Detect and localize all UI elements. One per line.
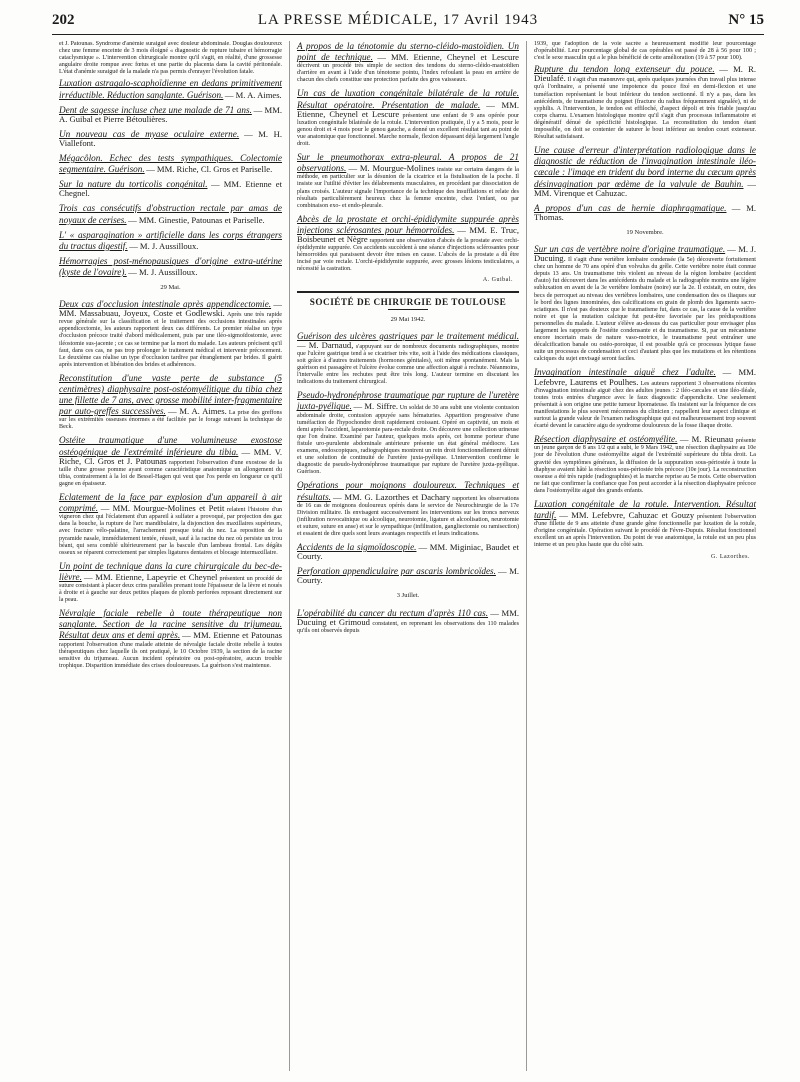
article-entry — [534, 244, 756, 364]
entry-title: Dent de sagesse incluse chez une malade de 71 ans. — [59, 104, 252, 115]
society-rule — [388, 309, 428, 310]
entry-title: Luxation astragalo-scaphoïdienne en dedans primitivement irréductible. Réduction sanglante. Guérison. — [59, 78, 282, 100]
entry-authors: — M. J. Aussilloux. — [128, 266, 198, 277]
entry-title: Guérison des ulcères gastriques par le traitement médical. — [297, 330, 519, 341]
article-entry — [534, 499, 756, 550]
entry-body: rapportent les observations de 16 cas de moignons douloureux opérés dans le service de Neurochirurgie de la 17e Division militaire. Ils envisagent successivement les interventions sur les troncs nerveux (infiltration novocaïnique ou alcoolique, neurotomie, ligature et alcoolisation, neurotomie et suture, suture en anse) et sur le sympathique (infiltration, gangliectomie ou ramisection) et essaient de dire quels sont leurs avantages respectifs et leurs indications. — [297, 495, 520, 537]
entry-title: Un nouveau cas de myase oculaire externe. — [59, 128, 240, 139]
entry-authors: — MM. Etienne, Cheynel et Lescure — [297, 99, 519, 119]
columns — [52, 41, 764, 1071]
article-entry — [59, 492, 282, 557]
entry-authors: — MM. Etienne, Cheynel et Lescure — [377, 52, 519, 63]
article-entry — [297, 214, 519, 274]
entry-body: présentent une enfant de 9 ans opérée pour luxation congénitale bilatérale de la rotule. L'intervention pratiquée, il y a 5 mois, pour le genou droit et 4 mois pour le genou gauche, a donné un excellent résultat tant au point de vue anatomique que fonctionnel. Marche normale, flexion dépassant déjà largement l'angle droit. — [297, 112, 519, 148]
entry-title: Hémorragies post-ménopausiques d'origine extra-utérine (kyste de l'ovaire). — [59, 255, 282, 277]
entry-title: Invagination intestinale aiguë chez l'adulte. — [534, 367, 716, 378]
article-entry — [297, 542, 519, 562]
article-entry — [59, 153, 282, 175]
entry-body: rapportent une observation d'abcès de la prostate avec orchi-épididymite suppurée. Ces accidents succèdent à une séance d'injections sclérosantes pour hémorroïdes qui paraissent devoir être mises en cause. L'abcès de la prostate a dû être incisé par voie rectale. L'orchi-épididymite suppurée, avec grosses lésions testiculaires, a nécessité la castration. — [297, 237, 519, 273]
entry-authors: — M. J. Aussilloux. — [129, 240, 199, 251]
entry-authors: — MM. A. Guibal et Pierre Bétoulières. — [59, 104, 282, 124]
entry-authors: — M. Thomas. — [534, 202, 756, 222]
article-entry — [59, 373, 282, 432]
entry-title: Sur le pneumothorax extra-pleural. A propos de 21 observations. — [297, 152, 519, 174]
date-may29: 29 Mai. — [160, 283, 181, 291]
column-2 — [289, 41, 526, 1071]
issue-number: N° 15 — [728, 12, 764, 28]
entry-body: Un soldat de 30 ans subit une violente contusion abdominale droite, contusion appuyée sans hématuries. Apparition progressive d'une tuméfaction de l'hypochondre droit rapidement croissant. Opéré en captivité, un mois et demi après l'accident, laparotomie para-rectale droite. On découvre une collection urineuse que l'on draine. Examiné par l'auteur, quelques mois après, cet homme porteur d'une fistule uro-purulente abdominale antérieure présente un état général médiocre. Les examens, endoscopiques, radiographiques montrent un rein droit fonctionnellement détruit et une solution de continuité de l'uretère juxta-pyélique. L'intervention confirme le diagnostic de pseudo-hydronéphrose traumatique par rupture de l'uretère juxta-pyélique. Guérison. — [297, 405, 519, 476]
entry-authors: — MM. V. Riche, Cl. Gros et J. Patounas — [59, 446, 282, 466]
article-entry — [297, 41, 519, 84]
entry-title: Mégacôlon. Echec des tests sympathiques. Colectomie segmentaire. Guérison. — [59, 153, 282, 175]
article-entry — [59, 256, 282, 278]
article-entry — [59, 230, 282, 252]
entry-title: Rupture du tendon long extenseur du pouce. — [534, 64, 715, 75]
entry-title: Une cause d'erreur d'interprétation radiologique dans le diagnostic de réduction de l'invagination intestinale iléo-cæcale : l'image en trident du bord interne du cæcum après désinvagination par œdème de la valvule de Bauhin. — [534, 145, 756, 189]
entry-body: constatent, en reprenant les observations des 110 malades qu'ils ont observés depuis — [297, 620, 519, 634]
col3-intro: 1939, que l'adoption de la voie sacrée a heureusement modifié leur pourcentage d'opérabilité. Leur pourcentage global de cas opérables est passé de 28 à 56 pour 100 ; c'est le sexe masculin qui a le plus bénéficié de cette amélioration (19 à 57 pour 100). — [534, 41, 756, 62]
article-entry — [59, 299, 282, 369]
article-entry — [297, 566, 519, 586]
entry-body: présentent un procédé de suture consistant à placer deux crins parallèles prenant toute l'épaisseur de la lèvre et noués à droite et à gauche sur deux petites plaques de plomb perforées reposant directement sur la peau. — [59, 575, 282, 604]
article-entry — [59, 203, 282, 225]
date-july3: 3 Juillet. — [396, 592, 420, 600]
article-entry — [534, 434, 756, 495]
entry-title: Résection diaphysaire et ostéomyélite. — [534, 434, 678, 445]
entry-body: rapportent l'observation d'une exostose de la taille d'une grosse pomme ayant comme caractéristique anatomique un allongement du tibia, contrairement à la loi de Bessel-Hagen qui veut que l'os perde en longueur ce qu'il gagne en épaisseur. — [59, 459, 282, 487]
entry-title: Sur la nature du torticolis congénital. — [59, 179, 208, 190]
entry-authors: — M. J. Ducuing. — [534, 243, 756, 264]
entry-body: Il s'agit d'un manœuvre qui, après quelques journées d'un travail plus intense qu'à l'ordinaire, a présenté une impotence du pouce fixé en demi-flexion et une tuméfaction représentant le bout inférieur du tendon sectionné. Il n'y a pas, dans les antécédents, de traumatisme du poignet (fracture du radius fréquemment signalée), ni de syphilis. A l'intervention, le tendon est effiloché, d'aspect dépoli et très friable jusqu'au corps charnu. L'examen histologique montre qu'il s'agit d'un processus inflammatoire et dégénératif dénué de spécificité histologique. La reconstitution du tendon étant impossible, on doit se contenter de suturer le bout inférieur au tendon court extenseur. Résultat satisfaisant. — [534, 77, 756, 141]
entry-title: Luxation congénitale de la rotule. Intervention. Résultat tardif. — [534, 498, 756, 521]
entry-body: Après une très rapide revue générale sur la classification et le traitement des occlusions intestinales après appendicectomie, les auteurs rapportent deux cas différents. Le premier réalise un type d'occlusion précoce traité d'abord médicalement, puis par une iléo-sigmoïdostomie, avec iléostomie sus-jacente ; ce cas se termine par la mort du malade. Les auteurs précisent qu'il faut, dans ces cas, ne pas trop prolonger le traitement médical et intervenir précocement. Le deuxième cas réalise un type d'occlusion tardive par étranglement par brides. Il guérit après intervention et libération des brides et adhérences. — [59, 312, 282, 368]
entry-body: Les auteurs rapportent 3 observations récentes d'invagination intestinale aiguë chez des adultes jeunes : 2 iléo-cæcales et une iléo-iléale, toutes trois entrées d'urgence avec le faux diagnostic d'appendicite. Une seulement présentait à son origine une petite tumeur lipomateuse. Ils insistent sur la fréquence de ces manifestations le plus souvent méconnues du clinicien ; rappellent leur aspect clinique et surtout la grande valeur de l'examen radiographique qui est malheureusement trop souvent écarté devant le caractère aigu de syndrome douloureux de la fosse iliaque droite. — [534, 380, 756, 430]
entry-body: présente un jeune garçon de 8 ans 1/2 qui a subi, le 9 Mars 1942, une résection diaphysaire au 10e jour de l'évolution d'une ostéomyélite aiguë de l'extrémité supérieure du tibia droit. La gravité des symptômes généraux, la diffusion de la suppuration sous-périostée à toute la diaphyse avaient hâté la résection sous-périostée très précoce (10e jour). La reconstruction osseuse a été très rapide (radiographies) et la marche reprise au 5e mois. Cette observation ne fait que confirmer la confiance que l'on peut accorder à la résection diaphysaire précoce dans l'ostéomyélite aiguë des grands enfants. — [534, 438, 756, 494]
entry-title: A propos de la ténotomie du sterno-cléido-mastoïdien. Un point de technique. — [297, 41, 519, 63]
entry-authors: — M. A. Aimes. — [168, 406, 227, 417]
entry-body: relatent l'histoire d'un vigneron chez qui l'éclatement d'un appareil à sulfater a provoqué, par projection des gaz dans la bouche, la rupture de l'arc mandibulaire, la disjonction des maxillaires supérieurs, avec fracture vélo-palatine, l'arrachement presque total du nez. La reposition de la pyramide nasale, immédiatement tentée, réussit, sauf à la racine du nez où persiste un trou béant, qui sera comblé ultérieurement par la bascule d'un lambeau frontal. Les dégâts osseux se réparent correctement par simples ligatures dentaires et blocage intermaxillaire. — [59, 507, 282, 556]
journal-name: LA PRESSE MÉDICALE — [257, 12, 434, 28]
article-entry — [297, 88, 519, 148]
entry-body: présentent l'observation d'une fillette de 9 ans atteinte d'une grande gêne fonctionnelle par luxation de la rotule, d'origine congénitale. Opération suivant le procédé de Févre-Dupuis. Résultat fonctionnel excellent un an après l'intervention. Du point de vue anatomique, la rotule est un peu plus interne et un peu plus haute que du côté sain. — [534, 514, 756, 549]
article-entry — [59, 78, 282, 100]
article-entry — [59, 561, 282, 604]
entry-authors: — MM. Etienne et Patounas — [182, 630, 282, 641]
article-entry — [297, 390, 519, 476]
entry-authors: — M. H. Viallefont. — [59, 128, 282, 148]
article-entry — [534, 367, 756, 430]
page-number: 202 — [52, 12, 75, 28]
col1-intro: et J. Patounas. Syndrome d'anémie suraiguë avec douleur abdominale. Douglas douloureux chez une femme enceinte de 3 mois éloigné « diagnostic de rupture tubaire et hémorragie cataclysmique ». L'intervention chirurgicale montre qu'il s'agit, en réalité, d'une grossesse angulaire droite rompue avec fœtus et une partie du placenta dans la cavité péritonéale. L'état d'anémie suraiguë de la malade n'a pas permis d'enrayer l'évolution fatale. — [59, 41, 282, 76]
article-entry — [534, 145, 756, 198]
entry-body: La prise des greffons sur les extrémités osseuses énormes a été facilitée par le forage suivant la technique de Beck. — [59, 410, 282, 431]
society-date: 29 Mai 1942. — [390, 315, 426, 323]
entry-authors: — MM. Miginiac, Baudet et Courty. — [297, 542, 519, 562]
article-entry — [297, 152, 519, 210]
article-entry — [59, 608, 282, 670]
entry-authors: — MM. Riche, Cl. Gros et Pariselle. — [146, 164, 273, 175]
entry-authors: — MM. Lefebvre, Cahuzac et Gouzy — [559, 510, 695, 521]
entry-authors: — MM. Lefebvre, Laurens et Poulhes. — [534, 367, 756, 387]
entry-authors: — MM. Etienne et Chegnel. — [59, 179, 282, 199]
entry-authors: — M. Rieunau — [679, 434, 734, 445]
entry-title: Un cas de luxation congénitale bilatérale de la rotule. Résultat opératoire. Présentation de malade. — [297, 88, 519, 110]
entry-last — [297, 608, 519, 635]
journal-date: 17 Avril 1943 — [442, 12, 539, 28]
entry-body: insiste sur certains dangers de la méthode, en particulier sur la désunion de la cicatrice et la fistulisation de la poche. Il insiste sur l'utilité d'éviter les délabrements musculaires, en procédant par dissociation de plans croisés. L'auteur signale l'importance de la technique des insufflations et relate des résultats particulièrement heureux chez la femme enceinte, chez l'enfant, ou par combinaison exo- et endo-pleurale. — [297, 167, 520, 209]
entry-title: Ostéite traumatique d'une volumineuse exostose ostéogénique de l'extrémité inférieure du tibia. — [59, 435, 282, 457]
entry-title: Sur un cas de vertèbre noire d'origine traumatique. — [534, 243, 726, 254]
entry-body: s'appuyant sur de nombreux documents radiographiques, montre que l'ulcère gastrique tend à se cicatriser très vite, soit à l'aide des médications classiques, soit grâce à d'autres traitements (hormones génitales), soit même spontanément. Mais la guérison est passagère et l'ulcère évolue comme une affection aiguë à rechute. Néanmoins, l'intervalle entre les rechutes peut être très long. L'auteur termine en discutant les indications du traitement chirurgical. — [297, 343, 519, 386]
entry-title: Un point de technique dans la cure chirurgicale du bec-de-lièvre. — [59, 560, 282, 582]
entry-authors: — M. A. Aimes. — [224, 89, 282, 100]
entry-title: A propos d'un cas de hernie diaphragmatique. — [534, 202, 727, 213]
entry-title: Deux cas d'occlusion intestinale après appendicectomie. — [59, 299, 272, 310]
society-heading: SOCIÉTÉ DE CHIRURGIE DE TOULOUSE — [297, 291, 519, 306]
entry-title: Névralgie faciale rebelle à toute thérapeutique non sanglante. Section de la racine sensitive du trijumeau. Résultat deux ans et demi après. — [59, 608, 282, 641]
date-nov19: 19 Novembre. — [626, 228, 664, 236]
entry-title: L' « asparagination » artificielle dans les corps étrangers du tractus digestif. — [59, 229, 282, 251]
entry-title: Pseudo-hydronéphrose traumatique par rupture de l'uretère juxta-pyélique. — [297, 390, 519, 412]
signature-guibal: A. Guibal. — [482, 277, 513, 284]
entry-title: Eclatement de la face par explosion d'un appareil à air comprimé. — [59, 492, 282, 514]
entry-authors: — MM. Etienne, Lapeyrie et Cheynel — [83, 571, 218, 582]
column-1 — [52, 41, 289, 1071]
article-entry — [59, 179, 282, 199]
entry-authors: — MM. Massabuau, Joyeux, Coste et Godlewski. — [59, 299, 282, 319]
entry-title: Accidents de la sigmoïdoscopie. — [297, 542, 417, 553]
article-entry — [59, 105, 282, 125]
signature-lazorthes: G. Lazorthes. — [711, 553, 750, 560]
entry-authors: — MM. Ginestie, Patounas et Pariselle. — [128, 214, 265, 225]
article-entry — [297, 480, 519, 538]
entry-authors: — M. Courty. — [297, 566, 519, 586]
entry-body: rapportent l'observation d'une malade atteinte de névralgie faciale droite rebelle à toutes thérapeutiques chez laquelle ils ont pratiqué, le 10 Octobre 1939, la section de la racine sensitive du trijumeau. Aucun incident opératoire ou post-opératoire, aucun trouble trophique. Disparition immédiate des crises douloureuses. La guérison s'est maintenue. — [59, 641, 282, 669]
entry-title: Abcès de la prostate et orchi-épididymite suppurée après injections sclérosantes pour hémorroïdes. — [297, 213, 519, 235]
article-entry — [534, 64, 756, 141]
article-entry — [534, 203, 756, 223]
entry-authors: — MM. Ducuing et Grimoud — [297, 607, 519, 627]
entry-body: Il s'agit d'une vertèbre lombaire condensée (la 5e) découverte fortuitement chez un homme de 70 ans opéré d'un volvulus du grêle. Cette vertèbre noire était connue depuis 13 ans. Un traumatisme très violent au niveau de la région lombaire (accident d'auto) fut découvert dans les antécédents du malade et la radiographie montra une légère subluxation en avant de la 3e vertèbre lombaire (noire) sur la 2e. Il existait, en outre, des becs de perroquet au niveau des vertèbres lombaires, une condensation des os iliaques sur le bord des lignes innominées, des calcifications en grain de plomb des ligaments sacro-sciatiques. Il n'est pas douteux que le traumatisme fut, dans ce cas, la cause de la vertèbre noire et que la mutation calcique fut peut-être favorisée par les prédispositions personnelles du malade. L'auteur s'élève au-dessus du cas particulier pour envisager plus largement les rapports de l'ostéite condensante et du traumatisme. Si, par un mécanisme encore incertain mais de nature vaso-motrice, le traumatisme peut entraîner une décalcification banale ou ostéo-poroique, il est possible qu'à ce processus lytique fasse suite un processus de condensation et ceci d'autant plus que les mutations et les rétentions calciques du sujet envisagé seront faciles. — [534, 257, 756, 363]
entry-body: décrivent un procédé très simple de section des tendons du sterno-cléido-mastoïdien d'arrière en avant à l'aide d'un ténotome pointu, l'index refoulant la peau en arrière de chacun des chefs constitue une protection parfaite des gros vaisseaux. — [297, 63, 519, 84]
entry-title: Opérations pour moignons douloureux. Techniques et résultats. — [297, 480, 519, 502]
entry-authors: — M. Mourgue-Molines — [348, 163, 435, 174]
article-entry — [297, 331, 519, 387]
entry-title: Reconstitution d'une vaste perte de substance (5 centimètres) diaphysaire post-ostéomyélitique du tibia chez une fillette de 7 ans, avec grosse mobilité inter-fragmentaire par auto-greffes successives. — [59, 372, 282, 417]
masthead — [52, 12, 764, 35]
entry-authors: — M. Darnaud, — [297, 339, 354, 350]
entry-title: Perforation appendiculaire par ascaris lombricoïdes. — [297, 566, 496, 577]
article-entry — [59, 435, 282, 488]
entry-title: L'opérabilité du cancer du rectum d'après 110 cas. — [297, 607, 489, 618]
entry-authors: — MM. G. Lazorthes et Dachary — [333, 491, 451, 502]
journal-title: LA PRESSE MÉDICALE, 17 Avril 1943 — [257, 12, 539, 28]
entry-authors: — MM. Mourgue-Molines et Petit — [100, 503, 225, 514]
entry-authors: — M. R. Dieulafé. — [534, 64, 756, 84]
entry-authors: — MM. Virenque et Cahuzac. — [534, 178, 756, 198]
entry-title: Trois cas consécutifs d'obstruction rectale par amas de noyaux de cerises. — [59, 203, 282, 225]
entry-authors: — M. Siffre. — [353, 401, 399, 412]
entry-authors: — MM. E. Truc, Boisbeunet et Nègre — [297, 224, 520, 244]
article-entry — [59, 129, 282, 149]
column-3 — [526, 41, 763, 1071]
